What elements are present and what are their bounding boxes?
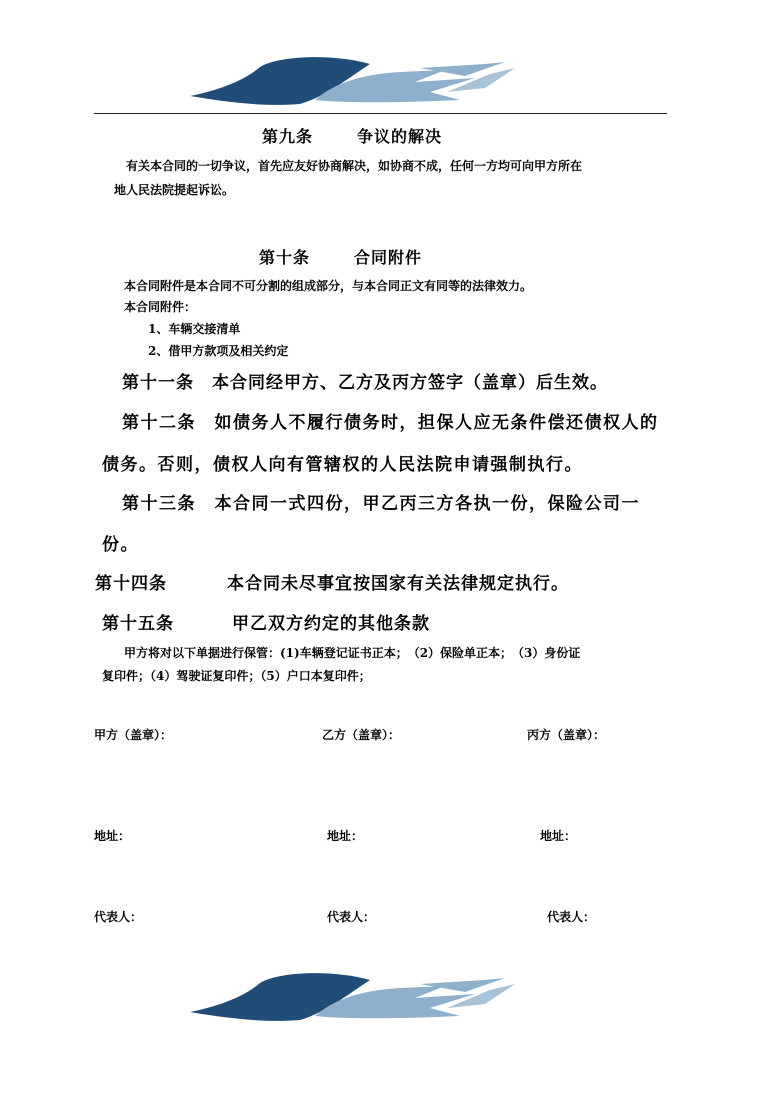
- article9-number: 第九条: [262, 127, 314, 146]
- footer-logo: [185, 968, 525, 1028]
- article10-heading: [259, 245, 422, 268]
- article9-heading: [262, 124, 442, 147]
- article12-line2: 债务。否则，债权人向有管辖权的人民法院申请强制执行。: [102, 455, 583, 475]
- article15-body-line2: 复印件；（4）驾驶证复印件；（5）户口本复印件；: [102, 669, 371, 683]
- article10-body-line1: 本合同附件是本合同不可分割的组成部分，与本合同正文有同等的法律效力。: [124, 279, 533, 293]
- party-b-seal-label: 乙方（盖章）：: [322, 728, 401, 742]
- party-a-representative-label: 代表人：: [94, 910, 143, 924]
- article11-text: 第十一条 本合同经甲方、乙方及丙方签字（盖章）后生效。: [122, 373, 608, 393]
- header-logo: [185, 52, 525, 112]
- article10-item: 2、借甲方款项及相关约定: [148, 344, 289, 358]
- article15-body-line1: 甲方将对以下单据进行保管：(1)车辆登记证书正本； （2）保险单正本； （3）身份证: [124, 646, 581, 660]
- article9-title: 争议的解决: [357, 127, 443, 146]
- article10-number: 第十条: [259, 248, 311, 267]
- header-rule: [94, 113, 667, 114]
- article10-title: 合同附件: [354, 248, 423, 267]
- article15-title: 甲乙双方约定的其他条款: [232, 614, 430, 634]
- party-a-seal-label: 甲方（盖章）：: [94, 728, 173, 742]
- article15-number: 第十五条: [102, 614, 174, 634]
- party-b-address-label: 地址：: [327, 829, 364, 843]
- article10-body-line2: 本合同附件：: [124, 300, 197, 314]
- article14-text: 本合同未尽事宜按国家有关法律规定执行。: [227, 574, 569, 594]
- article13-line1: 第十三条 本合同一式四份，甲乙丙三方各执一份，保险公司一: [122, 494, 640, 514]
- article12-line1: 第十二条 如债务人不履行债务时，担保人应无条件偿还债权人的: [122, 413, 659, 433]
- article15-heading: [102, 609, 430, 634]
- article9-body-line1: 有关本合同的一切争议，首先应友好协商解决，如协商不成，任何一方均可向甲方所在: [126, 159, 583, 173]
- article14: [95, 569, 569, 594]
- party-c-representative-label: 代表人：: [547, 910, 596, 924]
- party-c-address-label: 地址：: [540, 829, 577, 843]
- party-b-representative-label: 代表人：: [327, 910, 376, 924]
- article10-item: 1、车辆交接清单: [148, 322, 241, 336]
- article13-line2: 份。: [102, 535, 139, 555]
- party-c-seal-label: 丙方（盖章）：: [527, 728, 606, 742]
- party-a-address-label: 地址：: [94, 829, 131, 843]
- article9-body-line2: 地人民法院提起诉讼。: [114, 183, 235, 197]
- article14-number: 第十四条: [95, 574, 167, 594]
